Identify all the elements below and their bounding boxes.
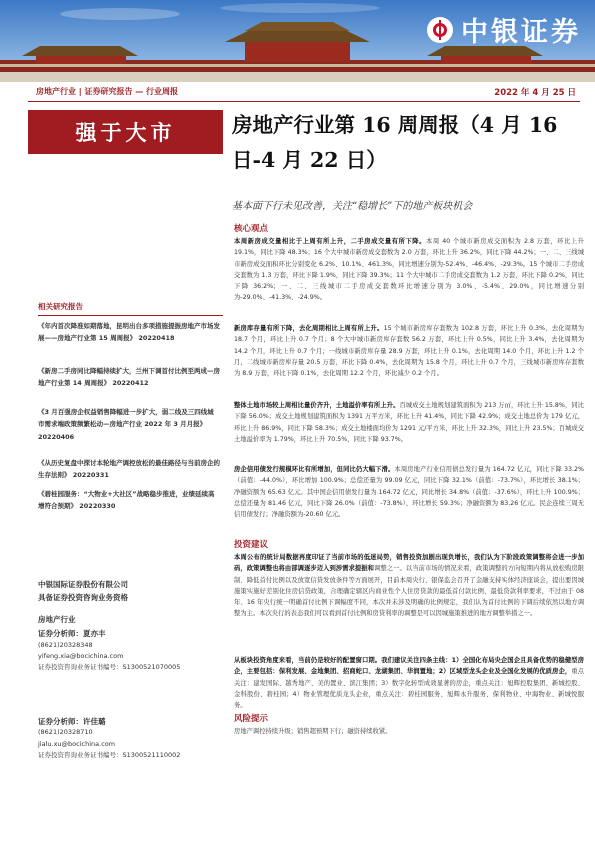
brand-name: 中银证券 xyxy=(461,17,581,48)
core-paragraph-lead: 新房库存量有所下降，去化周期相比上周有所上升。 xyxy=(234,325,384,332)
report-date: 2022 年 4 月 25 日 xyxy=(494,88,576,98)
analyst-cert: 证券投资咨询业务证书编号：S1300521110002 xyxy=(38,750,181,759)
firm-info xyxy=(38,578,128,604)
analyst-phone: (8621)20328710 xyxy=(38,728,93,737)
advice-paragraph xyxy=(234,655,584,711)
core-paragraph-lead: 整体土地市场较上周相比量价齐升，土地溢价率有所上升。 xyxy=(234,402,400,409)
report-category: 房地产行业 | 证券研究报告 — 行业周报 xyxy=(36,87,179,96)
core-paragraph-text: 百城成交土地规划建筑面积为 213 万㎡，环比上升 15.8%，同比下降 56.0%；成交土地规划建筑面积为 1391 万平方米，环比上升 41.4%，同比下降 42.9%；成交土地总价为 179 亿元，环比上升 86.9%，同比下降 58.3%；成交土地楼面均价为 1291 元/平方米，环比上升 32.3%，同比上升 23.5%；百城成交土地溢价率为 1.79%，环比上升 70.5%，同比下降 93.7%。 xyxy=(234,402,585,443)
core-paragraph xyxy=(234,464,584,520)
core-paragraph xyxy=(234,323,584,379)
firm-name: 中银国际证券股份有限公司 xyxy=(38,580,128,589)
core-paragraph-text: 15 个城市新房库存套数为 102.8 万套，环比上升 0.3%，去化周期为 18.7 个月，环比上升 0.7 个月；8 个大中城市新房库存套数 56.2 万套，环比上升 0.5%，同比上升 3.4%，去化周期为 14.2 个月，环比上升 0.7 个月；一线城市新房库存量 28.9 万套，环比上升 0.1%，去化周期 14.0 个月，环比上升 1.2 个月，二线城市新房库存量 20.5 万套，环比下降 0.4%，去化周期为 15.8 个月，环比上升 0.7 个月，三线城市新房库存套数为 8.9 万套，环比下降 0.1%，去化周期 12.2 个月，环比减少 0.2 个月。 xyxy=(234,325,585,378)
analyst-name: 证券分析师：许佳璐 xyxy=(38,717,106,726)
sector-label: 房地产行业 xyxy=(38,615,76,624)
firm-qualification: 具备证券投资咨询业务资格 xyxy=(38,593,128,602)
advice-paragraph xyxy=(234,552,584,620)
report-info-bar xyxy=(28,85,580,102)
advice-paragraph-lead: 从板块投资角度来看，当前仍是较好的配置窗口期。我们建议关注四条主线：1）全国化布局央企国企且具备优势的稳健型房企，主要包括：保利发展、金地集团、招商蛇口、龙湖集团、华润置地；2）区域型龙头企业及全国化发展的优质房企， xyxy=(234,657,584,676)
core-paragraph xyxy=(234,236,584,304)
report-title: 房地产行业第 16 周周报（4 月 16 日-4 月 22 日） xyxy=(232,113,558,172)
risk-heading: 风险提示 xyxy=(234,714,269,724)
analyst-block xyxy=(38,716,228,761)
analyst-cert: 证券投资咨询业务证书编号：S1300521070005 xyxy=(38,663,181,672)
related-report-item: 《新房二手房同比降幅持续扩大，兰州下调首付比例至两成—房地产行业第 14 周周报》 20220412 xyxy=(38,367,220,388)
brand xyxy=(427,10,581,49)
analyst-block xyxy=(38,614,228,673)
related-report-item: 《年内首次降准如期落地，昆明出台多项措施提振房地产市场发展——房地产行业第 15 周周报》 20220418 xyxy=(38,322,220,343)
core-views-heading: 核心观点 xyxy=(234,224,269,234)
related-report-item: 《3 月百强房企权益销售降幅进一步扩大，弱二线及三四线城市需求端政策频繁松动—房地产行业 2022 年 3 月月报》 20220406 xyxy=(38,408,214,441)
rating-badge: 强于大市 xyxy=(28,110,223,154)
boc-logo-icon xyxy=(427,17,453,43)
investment-advice-heading: 投资建议 xyxy=(234,540,269,550)
related-report-item: 《从历史复盘中探讨本轮地产调控放松的最佳路径与当前房企的生存法则》 20220331 xyxy=(38,459,220,480)
report-subtitle: 基本面下行未见改善，关注“稳增长”下的地产板块机会 xyxy=(232,201,473,212)
analyst-email[interactable]: yifeng.xia@bocichina.com xyxy=(38,651,124,660)
core-paragraph-lead: 本周新房成交量相比于上周有所上升，二手房成交量有所下降。 xyxy=(234,238,426,245)
related-report-item: 《碧桂园服务：“大物业+大社区”战略稳步推进，业绩延续高增符合预期》 20220330 xyxy=(38,490,215,511)
risk-text: 房地产调控持续升级；销售超预期下行；融资持续收紧。 xyxy=(234,728,392,735)
core-paragraph-text: 本周 40 个城市新房成交面积为 2.8 万套，环比上升 19.1%，同比下降 48.3%；16 个大中城市新房成交套数为 2.0 万套，环比上升 36.2%，同比下降 44.2%；一、二、三线城市新房成交面积环比分别变化 6.2%、10.1%、461.3%，同比增速分别为-52.4%、-46.4%、-29.3%。15 个城市二手房成交套数为 1.3 万套，环比下降 1.9%，同比下降 39.3%；11 个大中城市二手房成交套数为 1.2 万套，环比下降 0.2%，同比下降 36.2%；一、二、三线城市二手房成交套数环比增速分别为 3.0%、-5.4%、29.0%，同比增速分别为-29.0%、-41.3%、-24.9%。 xyxy=(234,238,584,302)
related-reports-title: 相关研究报告 xyxy=(38,301,223,316)
advice-paragraph-text: 重点关注：建发国际、越秀地产、美的置业、滨江集团；3）数字化转型成效显著的房企，重点关注：旭辉控股集团、新城控股、金科股份、碧桂园；4）物业管理优质龙头企业，重点关注：碧桂园服务、旭辉永升服务、保利物业、中海物业、新城悦服务。 xyxy=(234,668,584,710)
header-banner xyxy=(0,0,595,82)
analyst-phone: (8621)20328348 xyxy=(38,640,93,649)
core-paragraph-lead: 房企信用债发行规模环比有所增加，但同比仍大幅下滑。 xyxy=(234,466,395,473)
analyst-name: 证券分析师：夏亦丰 xyxy=(38,629,106,639)
core-paragraph-text: 本周房地产行业信用债总发行量为 164.72 亿元，同比下降 33.2%（前值：-44.0%），环比增加 100.9%；总偿还量为 99.09 亿元，同比下降 32.1%（前值：-73.7%），环比增长 38.1%；净融资额为 65.63 亿元。其中国企信用债发行量为 164.72 亿元，同比增长 34.8%（前值：-37.6%），环比上升 100.9%；总偿还量为 81.46 亿元，同比下降 26.0%（前值：-73.8%），环比增长 59.3%；净融资额为 83.26 亿元。民企连续三周无信用债发行；净融资额为-20.60 亿元。 xyxy=(234,466,584,519)
analyst-email[interactable]: jialu.xu@bocichina.com xyxy=(38,739,116,748)
advice-paragraph-lead: 本周公布的统计局数据再度印证了当前市场的低迷局势，销售投资加剧出现负增长，我们认为下阶段政策调整将会进一步加码，政策调整也将由部调逐步迈入到涉需求提振和 xyxy=(234,554,584,573)
core-paragraph xyxy=(234,400,584,445)
advice-paragraph-text: 调整之一。以当前市场的情况来看，政策调整的方向短期内将从放松购房限制、降低首付比例以及放宽信贷发放条件等方面展开，目前本周央行、银保监会召开了金融支持实体经济座谈会，提出要因城施策实施好差别化住房信贷政策，合理确定辖区内商业性个人住房贷款的最低首付款比例、最低贷款利率要求，不过由于 08 年、16 年央行统一明确首付比例下调幅度不同，本次并未涉及明确的比例规定，我们认为首付比例的下调后续依然以地方调整为主。本次央行的表态我们可以看到首付比例和房贷利率的调整是可以因城施策推进的地方调整举措之一。 xyxy=(234,565,585,618)
